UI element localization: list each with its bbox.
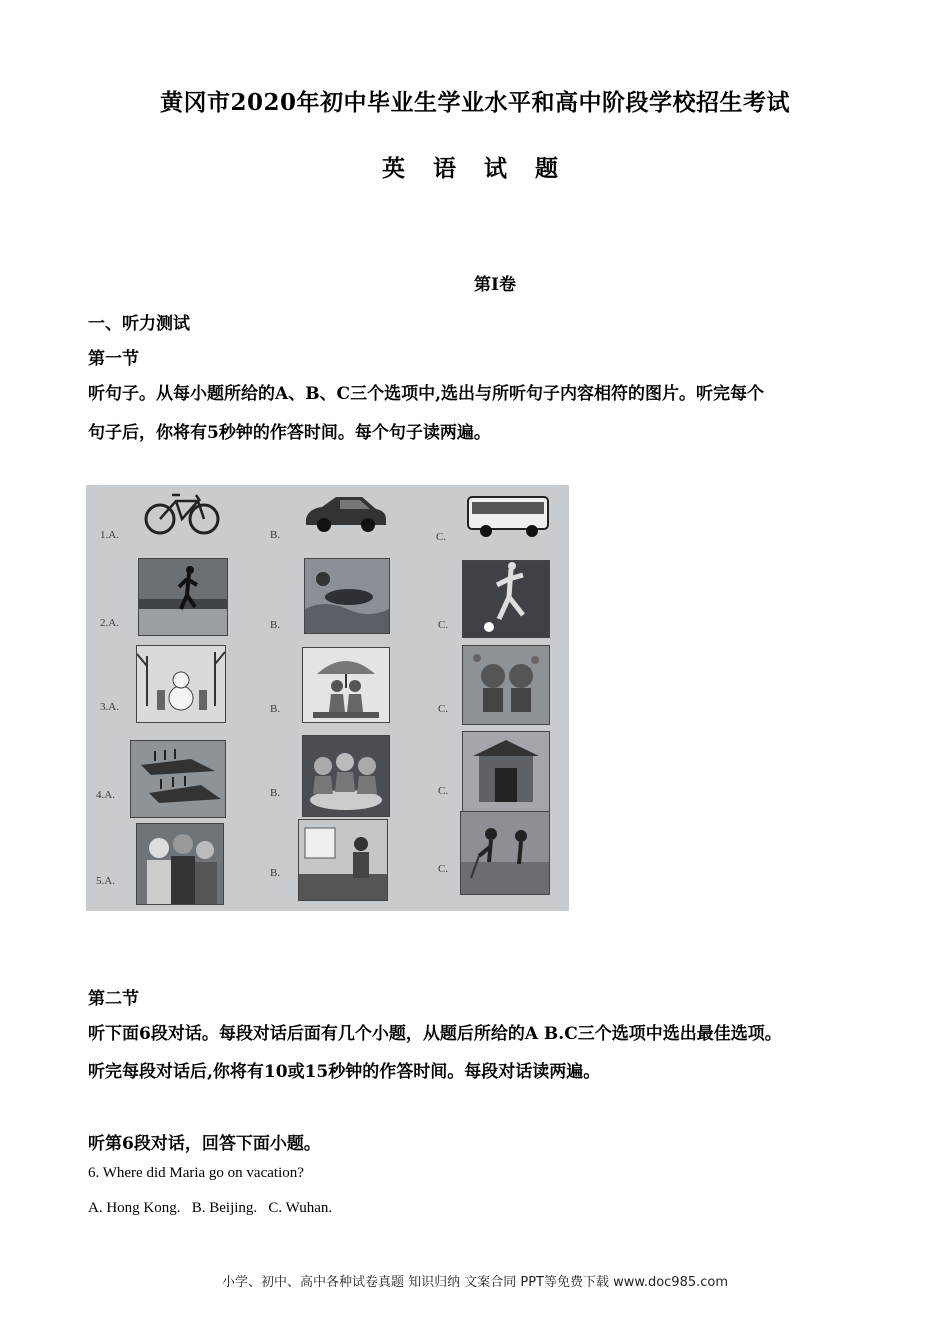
label-2a: 2.A.: [100, 617, 119, 629]
label-3a: 3.A.: [100, 701, 119, 713]
question-6: 6. Where did Maria go on vacation?: [88, 1165, 304, 1181]
part1-instruction-line1: 听句子。从每小题所给的A、B、C三个选项中,选出与所听句子内容相符的图片。听完每个: [88, 384, 765, 404]
bicycle-icon: [142, 487, 222, 537]
bus-icon: [464, 491, 552, 539]
car-icon: [302, 489, 388, 535]
label-4c: C.: [438, 785, 449, 797]
part2-heading: 第二节: [88, 989, 139, 1009]
volume-label: 第I卷: [474, 275, 516, 295]
question-6-options: A. Hong Kong. B. Beijing. C. Wuhan.: [88, 1200, 333, 1216]
subject-title: 英 语 试 题: [381, 155, 569, 182]
page-footer: 小学、初中、高中各种试卷真题 知识归纳 文案合同 PPT等免费下载 www.doc985.com: [221, 1275, 729, 1290]
label-4b: B.: [270, 787, 281, 799]
label-1b: B.: [270, 529, 281, 541]
soccer-photo: [462, 560, 550, 638]
dialogue6-heading: 听第6段对话，回答下面小题。: [88, 1134, 321, 1154]
cleaning-photo: [460, 811, 550, 895]
label-5b: B.: [270, 867, 281, 879]
label-5c: C.: [438, 863, 449, 875]
label-3c: C.: [438, 703, 449, 715]
family-dinner-photo: [302, 735, 390, 817]
exam-title: 黄冈市2020年初中毕业生学业水平和高中阶段学校招生考试: [159, 89, 790, 116]
label-2c: C.: [438, 619, 449, 631]
label-1a: 1.A.: [100, 529, 119, 541]
snowman-photo: [136, 645, 226, 723]
part1-instruction-line2: 句子后，你将有5秒钟的作答时间。每个句子读两遍。: [88, 423, 491, 443]
dragon-boat-photo: [130, 740, 226, 818]
label-2b: B.: [270, 619, 281, 631]
gate-photo: [462, 731, 550, 813]
room-photo: [298, 819, 388, 901]
section-heading-listening: 一、听力测试: [88, 314, 190, 334]
part1-heading: 第一节: [88, 349, 139, 369]
running-photo: [138, 558, 228, 636]
part2-instruction-line1: 听下面6段对话。每段对话后面有几个小题，从题后所给的A B.C三个选项中选出最佳选项。: [88, 1024, 782, 1044]
autumn-photo: [462, 645, 550, 725]
part2-instruction-line2: 听完每段对话后,你将有10或15秒钟的作答时间。每段对话读两遍。: [88, 1062, 601, 1082]
label-3b: B.: [270, 703, 281, 715]
swimming-photo: [304, 558, 390, 634]
listening-pictures-figure: [86, 485, 569, 911]
people-photo: [136, 823, 224, 905]
label-1c: C.: [436, 531, 447, 543]
label-5a: 5.A.: [96, 875, 115, 887]
label-4a: 4.A.: [96, 789, 115, 801]
umbrella-photo: [302, 647, 390, 723]
